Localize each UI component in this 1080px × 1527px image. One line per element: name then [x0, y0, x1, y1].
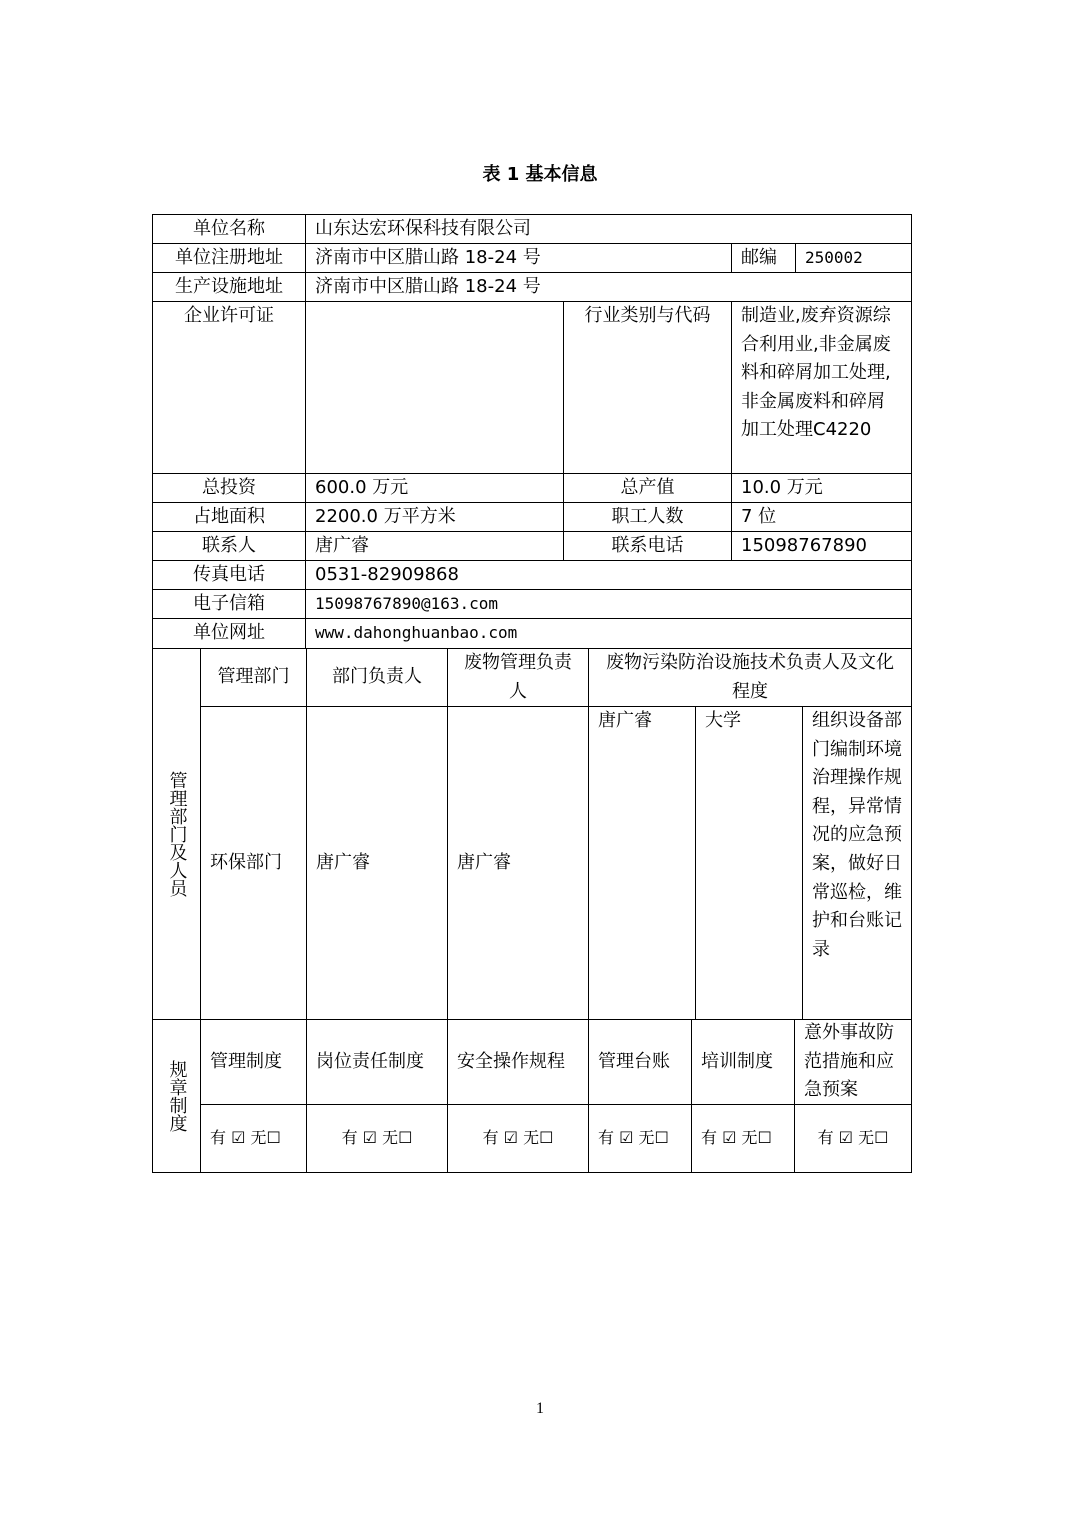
rule-name: 管理台账	[588, 1019, 692, 1105]
rules-section-text: 规章制度	[166, 1060, 188, 1132]
industry-label: 行业类别与代码	[563, 301, 732, 474]
fax-label: 传真电话	[152, 560, 306, 590]
unit-name-label: 单位名称	[152, 214, 306, 244]
rule-status: 有 ☑ 无☐	[794, 1104, 912, 1173]
rule-status: 有 ☑ 无☐	[200, 1104, 307, 1173]
area-label: 占地面积	[152, 502, 306, 532]
area-value: 2200.0 万平方米	[305, 502, 564, 532]
mgmt-header-head: 部门负责人	[306, 648, 448, 707]
rule-name: 培训制度	[691, 1019, 795, 1105]
rule-status: 有 ☑ 无☐	[691, 1104, 795, 1173]
website-value: www.dahonghuanbao.com	[305, 618, 912, 649]
mgmt-tech-education: 大学	[695, 706, 803, 1020]
reg-address-value: 济南市中区腊山路 18-24 号	[305, 243, 732, 273]
management-section-label	[152, 648, 201, 1020]
output-label: 总产值	[563, 473, 732, 503]
staff-value: 7 位	[731, 502, 912, 532]
contact-label: 联系人	[152, 531, 306, 561]
fax-value: 0531-82909868	[305, 560, 912, 590]
contact-value: 唐广睿	[305, 531, 564, 561]
page-number: 1	[536, 1400, 544, 1417]
mgmt-tech-name: 唐广睿	[588, 706, 696, 1020]
investment-label: 总投资	[152, 473, 306, 503]
rule-status: 有 ☑ 无☐	[588, 1104, 692, 1173]
management-section-text: 管理部门及人员	[166, 771, 188, 897]
rule-status: 有 ☑ 无☐	[447, 1104, 589, 1173]
table-title: 表 1 基本信息	[482, 164, 598, 185]
rules-section-label	[152, 1019, 201, 1173]
industry-value: 制造业,废弃资源综合利用业,非金属废料和碎屑加工处理,非金属废料和碎屑加工处理C4220	[731, 301, 912, 474]
basic-info-table	[153, 215, 912, 1174]
mgmt-header-waste-manager: 废物管理负责人	[447, 648, 589, 707]
rule-status: 有 ☑ 无☐	[306, 1104, 448, 1173]
reg-address-label: 单位注册地址	[152, 243, 306, 273]
postcode-label: 邮编	[731, 243, 796, 273]
postcode-value: 250002	[795, 243, 912, 273]
rule-name: 安全操作规程	[447, 1019, 589, 1105]
mgmt-header-dept: 管理部门	[200, 648, 307, 707]
unit-name-value: 山东达宏环保科技有限公司	[305, 214, 912, 244]
rule-name: 岗位责任制度	[306, 1019, 448, 1105]
mgmt-tech-duty: 组织设备部门编制环境治理操作规程，异常情况的应急预案，做好日常巡检，维护和台账记录	[802, 706, 912, 1020]
mgmt-dept: 环保部门	[200, 706, 307, 1020]
phone-label: 联系电话	[563, 531, 732, 561]
email-label: 电子信箱	[152, 589, 306, 619]
rule-name: 管理制度	[200, 1019, 307, 1105]
staff-label: 职工人数	[563, 502, 732, 532]
email-value: 15098767890@163.com	[305, 589, 912, 619]
investment-value: 600.0 万元	[305, 473, 564, 503]
mgmt-header-tech: 废物污染防治设施技术负责人及文化程度	[588, 648, 912, 707]
mgmt-head: 唐广睿	[306, 706, 448, 1020]
license-value	[305, 301, 564, 474]
facility-address-value: 济南市中区腊山路 18-24 号	[305, 272, 912, 302]
rule-name: 意外事故防范措施和应急预案	[794, 1019, 912, 1105]
output-value: 10.0 万元	[731, 473, 912, 503]
facility-address-label: 生产设施地址	[152, 272, 306, 302]
website-label: 单位网址	[152, 618, 306, 649]
mgmt-waste-manager: 唐广睿	[447, 706, 589, 1020]
phone-value: 15098767890	[731, 531, 912, 561]
license-label: 企业许可证	[152, 301, 306, 474]
